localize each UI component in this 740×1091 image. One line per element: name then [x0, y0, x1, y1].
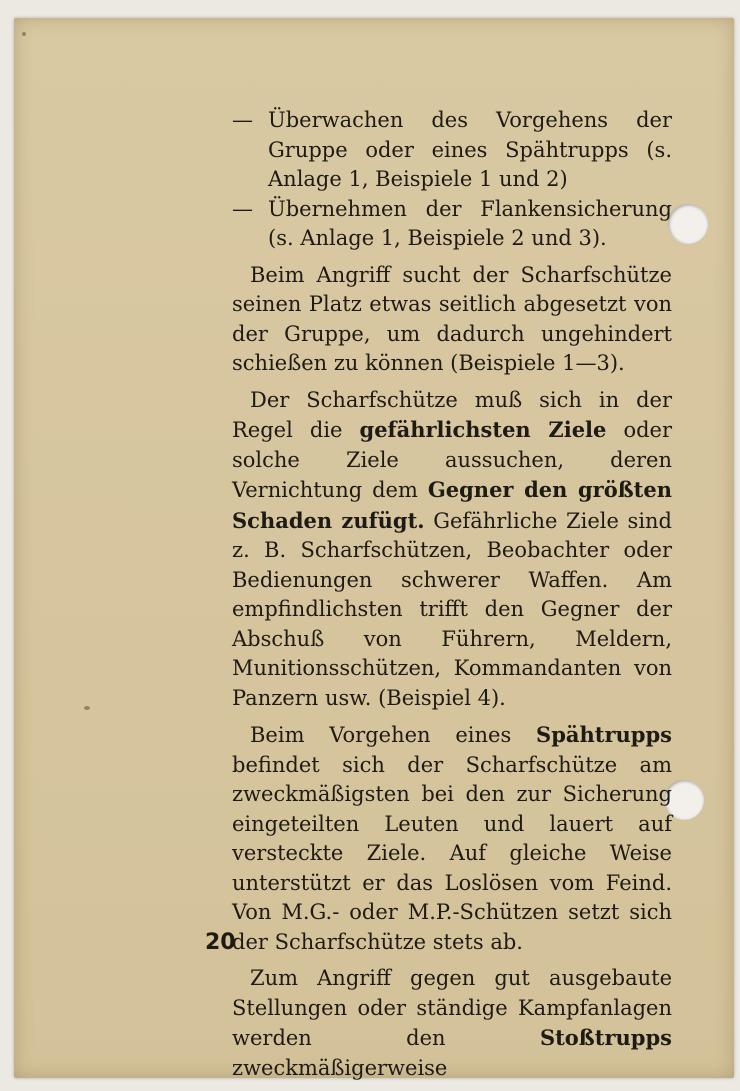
emphasis-dangerous-targets: gefährlichsten Ziele [359, 417, 607, 442]
list-item [232, 195, 672, 254]
book-page [14, 18, 734, 1078]
punch-hole-top [668, 204, 708, 244]
emphasis-greatest-damage: Gegner den größten Schaden zufügt. [232, 477, 672, 533]
paper-speck [22, 32, 26, 36]
list-item [232, 106, 672, 195]
emphasis-assault-troops: Stoßtrupps [539, 1025, 672, 1050]
list-item-text: Übernehmen der Flankensicherung (s. Anlage 1, Beispiele 2 und 3). [268, 196, 672, 250]
paragraph-assault: Zum Angriff gegen gut ausgebaute Stellungen oder ständige Kampfanlagen werden den Stoßtrupps zweckmäßigerweise [232, 966, 672, 1080]
dash-marker: — [232, 108, 253, 132]
body-text [232, 106, 672, 1083]
paragraph-attack-position: Beim Angriff sucht der Scharfschütze seinen Platz etwas seitlich abgesetzt von der Gruppe, um dadurch ungehindert schießen zu können (Beispiele 1—3). [232, 262, 672, 375]
dash-marker: — [232, 196, 253, 221]
paragraph-patrol: Beim Vorgehen eines Spähtrupps befindet sich der Scharfschütze am zweckmäßigsten bei den zur Sicherung eingeteilten Leuten und lauert auf versteckte Ziele. Auf gleiche Weise unterstützt er das Loslösen vom Feind. Von M.G.- oder M.P.-Schützen setzt sich der Scharfschütze stets ab. [232, 722, 672, 954]
paper-speck [84, 706, 90, 710]
paragraph-target-selection: Der Scharfschütze muß sich in der Regel die gefährlichsten Ziele oder solche Ziele aussuchen, deren Vernichtung dem Gegner den größten Schaden zufügt. Gefährliche Ziele sind z. B. Scharfschützen, Beobachter oder Bedienungen schwerer Waffen. Am empfindlichsten trifft den Gegner der Abschuß von Führern, Meldern, Munitionsschützen, Kommandanten von Panzern usw. (Beispiel 4). [232, 387, 673, 710]
emphasis-patrol: Spähtrupps [536, 722, 672, 747]
list-item-text: Überwachen des Vorgehens der Gruppe oder eines Spähtrupps (s. Anlage 1, Beispiele 1 und 2) [268, 108, 672, 191]
page-number: 20 [205, 930, 236, 955]
